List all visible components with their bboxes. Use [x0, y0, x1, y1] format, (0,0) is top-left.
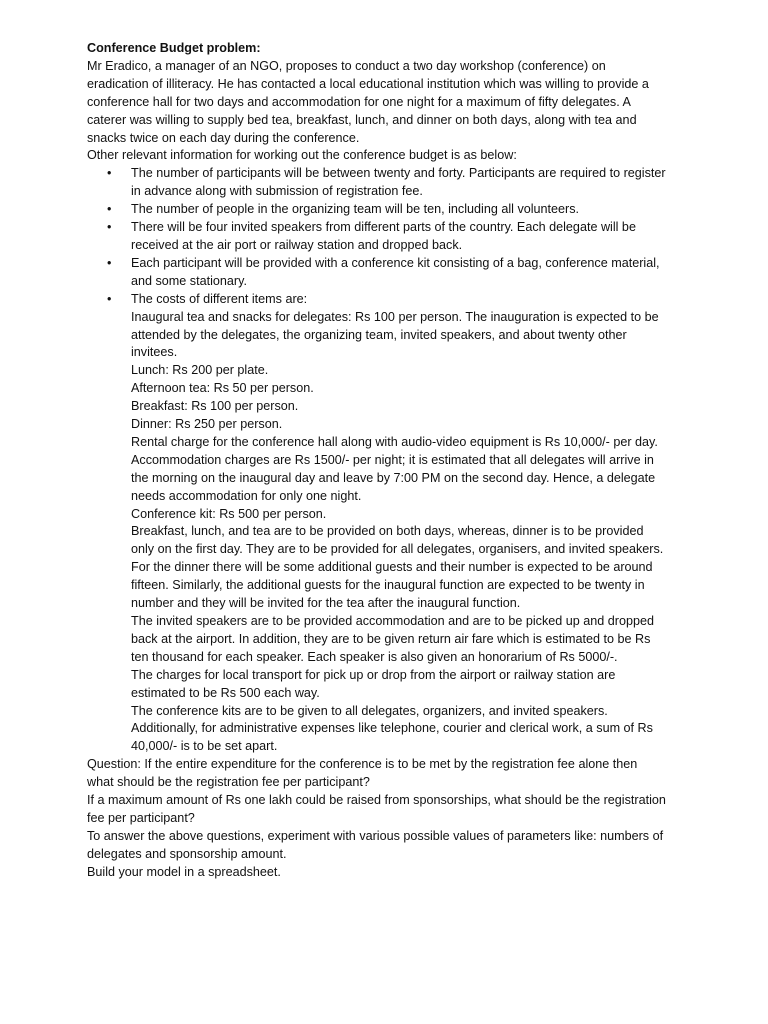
other-info-paragraph: Other relevant information for working out the conference budget is as below: — [87, 148, 517, 163]
cost-line-speakers: The invited speakers are to be provided accommodation and are to be picked up and dropped back at the airport. In addition, they are to be given return air fare which is estimated to be Rs ten thousand for each speaker. Each speaker is also given an honorarium of Rs 5000/-. — [131, 614, 654, 664]
cost-line-conference-kit: Conference kit: Rs 500 per person. — [131, 506, 327, 521]
bullet-costs: • The costs of different items are: — [87, 291, 667, 309]
bullet-invited-speakers: • There will be four invited speakers from different parts of the country. Each delegate will be received at the air port or railway station and dropped back. — [87, 219, 667, 255]
cost-line-dinner: Dinner: Rs 250 per person. — [131, 417, 283, 432]
document-page — [87, 40, 667, 882]
cost-line-local-transport: The charges for local transport for pick up or drop from the airport or railway station are estimated to be Rs 500 each way. — [131, 667, 616, 700]
cost-line-meal-schedule: Breakfast, lunch, and tea are to be provided on both days, whereas, dinner is to be provided only on the first day. They are to be provided for all delegates, organisers, and invited speakers. For the dinner there will be some additional guests and their number is expected to be around fifteen. Similarly, the additional guests for the inaugural function are expected to be twenty in number and they will be invited for the tea after the inaugural function. — [131, 524, 664, 611]
cost-line-hall-rental: Rental charge for the conference hall along with audio-video equipment is Rs 10,000/- per day. — [131, 434, 658, 449]
question-two: If a maximum amount of Rs one lakh could be raised from sponsorships, what should be the registration fee per participant? — [87, 793, 666, 825]
cost-line-breakfast: Breakfast: Rs 100 per person. — [131, 399, 299, 414]
cost-line-inaugural-tea: Inaugural tea and snacks for delegates: Rs 100 per person. The inauguration is expected to be attended by the delegates, the organizing team, invited speakers, and about twenty other invitees. — [131, 309, 659, 360]
question-one: Question: If the entire expenditure for the conference is to be met by the registration fee alone then what should be the registration fee per participant? — [87, 757, 638, 790]
cost-line-kit-distribution: The conference kits are to be given to all delegates, organizers, and invited speakers. — [131, 703, 608, 718]
cost-line-afternoon-tea: Afternoon tea: Rs 50 per person. — [131, 381, 314, 396]
bullet-conference-kit: • Each participant will be provided with a conference kit consisting of a bag, conference material, and some stationary. — [87, 255, 667, 291]
cost-details — [87, 309, 667, 757]
bullet-organizing-team: • The number of people in the organizing team will be ten, including all volunteers. — [87, 201, 667, 219]
info-bullet-list — [87, 165, 667, 308]
intro-paragraph: Mr Eradico, a manager of an NGO, proposes to conduct a two day workshop (conference) on eradication of illiteracy. He has contacted a local educational institution which was willing to provide a conference hall for two days and accommodation for one night for a maximum of fifty delegates. A caterer was willing to supply bed tea, breakfast, lunch, and dinner on both days, along with tea and snacks twice on each day during the conference. — [87, 58, 649, 145]
cost-line-accommodation: Accommodation charges are Rs 1500/- per night; it is estimated that all delegates will arrive in the morning on the inaugural day and leave by 7:00 PM on the second day. Hence, a delegate needs accommodation for only one night. — [131, 452, 656, 503]
document-title: Conference Budget problem: — [87, 41, 261, 55]
cost-line-lunch: Lunch: Rs 200 per plate. — [131, 363, 269, 378]
build-instruction: Build your model in a spreadsheet. — [87, 864, 281, 879]
cost-line-admin-expenses: Additionally, for administrative expenses like telephone, courier and clerical work, a sum of Rs 40,000/- is to be set apart. — [131, 721, 653, 754]
experiment-instruction: To answer the above questions, experiment with various possible values of parameters like: numbers of delegates and sponsorship amount. — [87, 828, 664, 861]
bullet-participants: • The number of participants will be between twenty and forty. Participants are required to register in advance along with submission of registration fee. — [87, 165, 667, 201]
